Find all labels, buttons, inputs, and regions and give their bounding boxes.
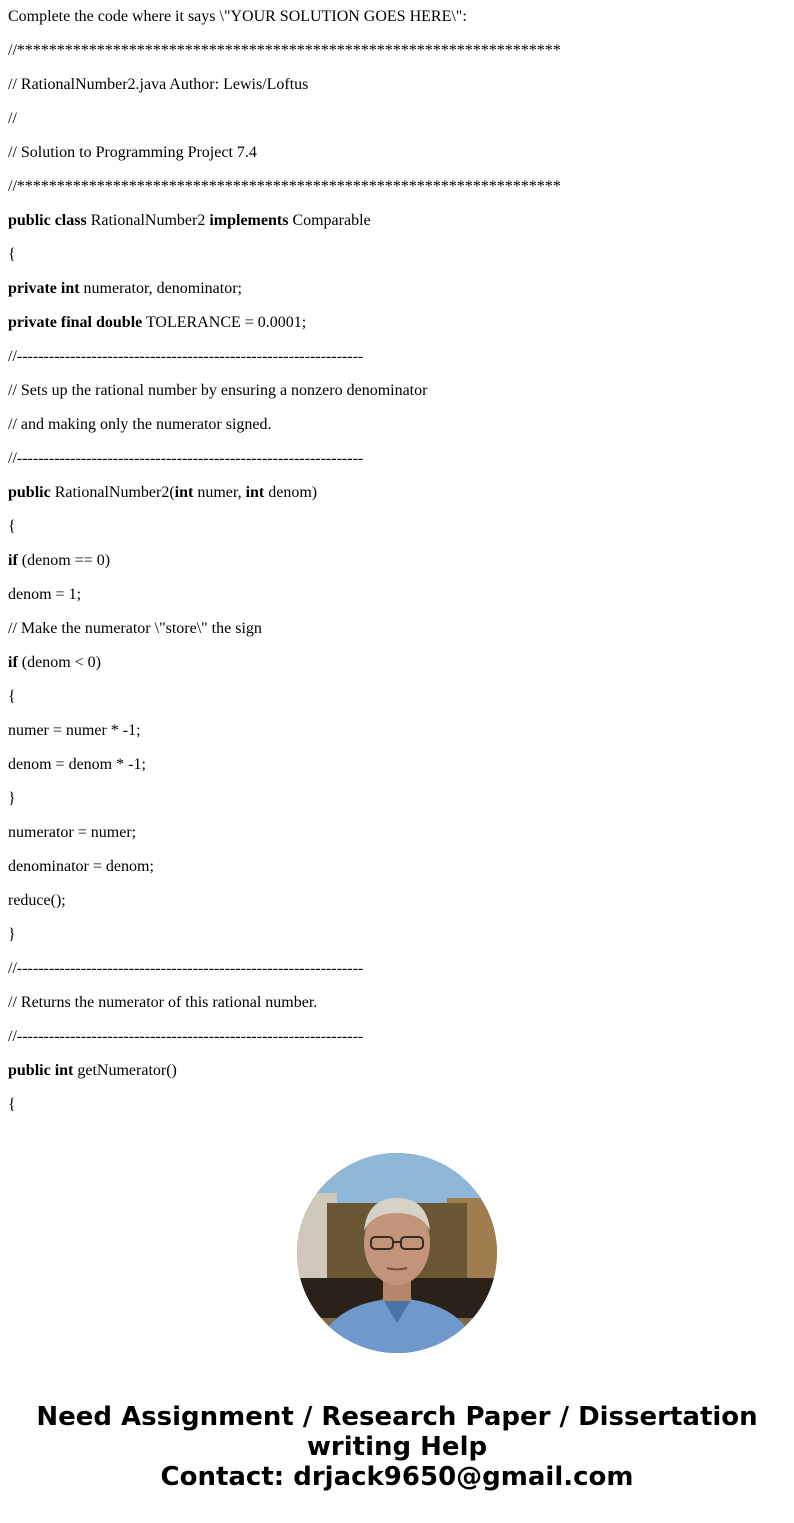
code-text: numerator = numer; bbox=[8, 824, 137, 841]
instruction-line bbox=[8, 0, 788, 34]
code-text: denominator = denom; bbox=[8, 858, 154, 875]
code-line bbox=[8, 782, 788, 816]
code-text: //----------------------------------------------------------------- bbox=[8, 1028, 364, 1045]
code-line bbox=[8, 34, 788, 68]
code-text: } bbox=[8, 926, 16, 943]
document-body bbox=[8, 0, 788, 1122]
person-photo-icon bbox=[297, 1153, 497, 1353]
banner-line-2: writing Help bbox=[306, 1432, 488, 1462]
code-line bbox=[8, 1020, 788, 1054]
code-text: getNumerator() bbox=[73, 1062, 177, 1079]
code-text: //----------------------------------------------------------------- bbox=[8, 450, 364, 467]
code-text: numerator, denominator; bbox=[79, 280, 242, 297]
code-keyword: private final double bbox=[8, 314, 143, 331]
code-line bbox=[8, 952, 788, 986]
code-line bbox=[8, 204, 788, 238]
code-text: // and making only the numerator signed. bbox=[8, 416, 272, 433]
code-text: denom = denom * -1; bbox=[8, 756, 146, 773]
code-text: { bbox=[8, 1096, 16, 1113]
code-line bbox=[8, 680, 788, 714]
code-text: //----------------------------------------------------------------- bbox=[8, 348, 364, 365]
code-keyword: public int bbox=[8, 1062, 74, 1079]
code-line bbox=[8, 1054, 788, 1088]
code-text: TOLERANCE = 0.0001; bbox=[142, 314, 307, 331]
code-keyword: private int bbox=[8, 280, 80, 297]
code-text: Comparable bbox=[288, 212, 371, 229]
code-line bbox=[8, 408, 788, 442]
code-text: } bbox=[8, 790, 16, 807]
code-line bbox=[8, 816, 788, 850]
code-line bbox=[8, 714, 788, 748]
code-line bbox=[8, 340, 788, 374]
code-keyword: if bbox=[8, 654, 18, 671]
code-keyword: int bbox=[174, 484, 194, 501]
code-text: RationalNumber2( bbox=[50, 484, 175, 501]
code-line bbox=[8, 748, 788, 782]
code-line bbox=[8, 136, 788, 170]
code-line bbox=[8, 578, 788, 612]
code-text: //******************************************************************** bbox=[8, 42, 561, 59]
code-line bbox=[8, 544, 788, 578]
author-avatar bbox=[297, 1153, 497, 1353]
code-keyword: implements bbox=[209, 212, 289, 229]
code-line bbox=[8, 306, 788, 340]
code-line bbox=[8, 442, 788, 476]
code-text: numer = numer * -1; bbox=[8, 722, 141, 739]
code-text: denom = 1; bbox=[8, 586, 82, 603]
code-text: //----------------------------------------------------------------- bbox=[8, 960, 364, 977]
code-text: // Sets up the rational number by ensuring a nonzero denominator bbox=[8, 382, 428, 399]
code-text: reduce(); bbox=[8, 892, 66, 909]
code-text: // RationalNumber2.java Author: Lewis/Loftus bbox=[8, 76, 309, 93]
code-line bbox=[8, 272, 788, 306]
code-text: { bbox=[8, 246, 16, 263]
code-line bbox=[8, 918, 788, 952]
code-text: RationalNumber2 bbox=[86, 212, 210, 229]
code-line bbox=[8, 170, 788, 204]
code-line bbox=[8, 1088, 788, 1122]
code-keyword: public bbox=[8, 484, 51, 501]
code-line bbox=[8, 646, 788, 680]
code-text: Complete the code where it says \"YOUR SOLUTION GOES HERE\": bbox=[8, 8, 467, 25]
code-line bbox=[8, 850, 788, 884]
contact-email: Contact: drjack9650@gmail.com bbox=[160, 1462, 634, 1492]
code-line bbox=[8, 374, 788, 408]
code-line bbox=[8, 884, 788, 918]
code-keyword: public class bbox=[8, 212, 87, 229]
code-text: numer, bbox=[193, 484, 246, 501]
code-line bbox=[8, 68, 788, 102]
code-text: { bbox=[8, 688, 16, 705]
code-line bbox=[8, 476, 788, 510]
code-line bbox=[8, 102, 788, 136]
code-text: // Solution to Programming Project 7.4 bbox=[8, 144, 257, 161]
code-line bbox=[8, 510, 788, 544]
code-text: (denom < 0) bbox=[17, 654, 102, 671]
code-text: denom) bbox=[264, 484, 318, 501]
code-text: // Make the numerator \"store\" the sign bbox=[8, 620, 262, 637]
code-text: // bbox=[8, 110, 17, 127]
code-text: (denom == 0) bbox=[17, 552, 111, 569]
code-line bbox=[8, 612, 788, 646]
code-line bbox=[8, 238, 788, 272]
code-keyword: if bbox=[8, 552, 18, 569]
code-text: //******************************************************************** bbox=[8, 178, 561, 195]
code-keyword: int bbox=[245, 484, 265, 501]
banner-line-1: Need Assignment / Research Paper / Dissertation bbox=[36, 1402, 758, 1432]
code-text: // Returns the numerator of this rational number. bbox=[8, 994, 318, 1011]
contact-banner bbox=[0, 1402, 794, 1492]
code-line bbox=[8, 986, 788, 1020]
code-text: { bbox=[8, 518, 16, 535]
